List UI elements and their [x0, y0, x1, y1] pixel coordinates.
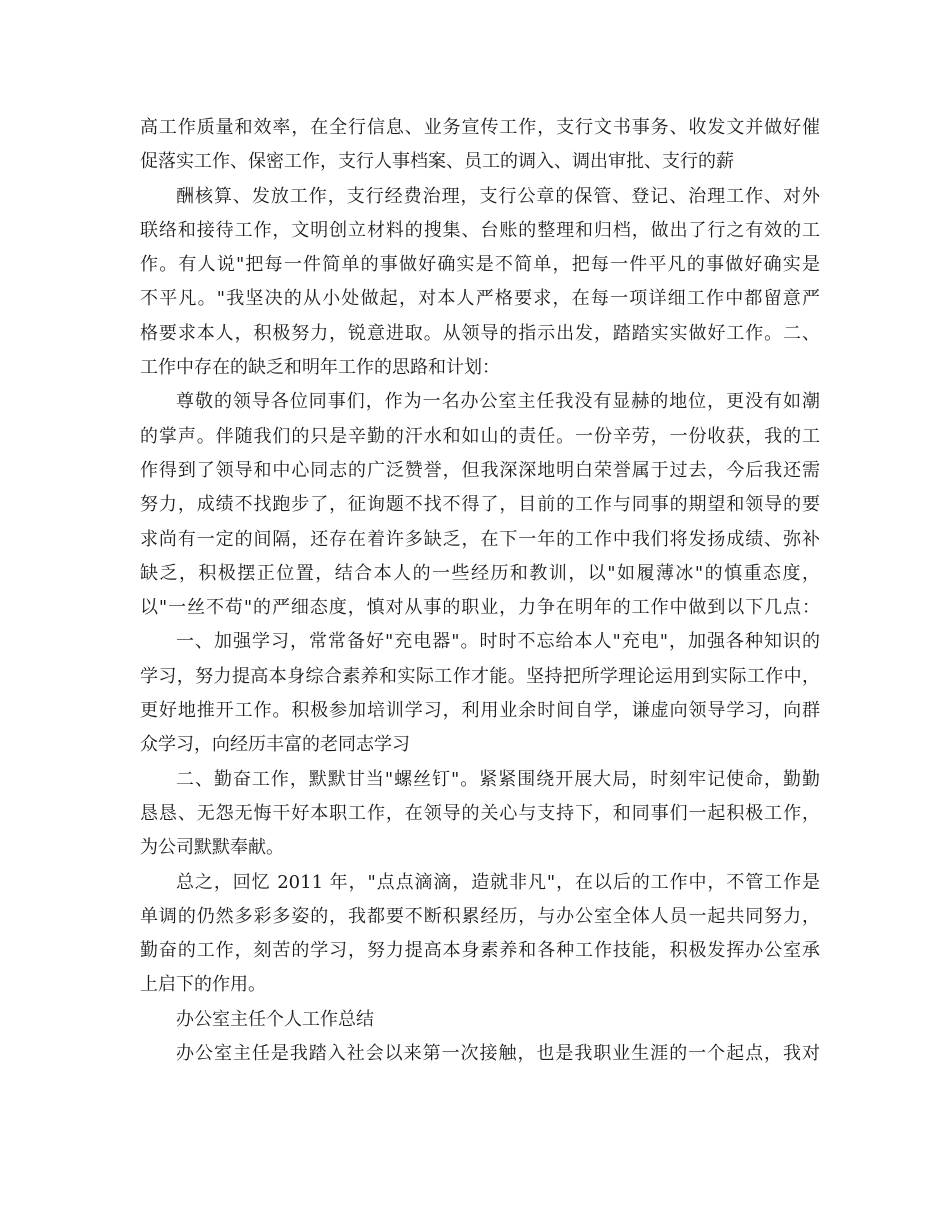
- text-line: 缺乏，积极摆正位置，结合本人的一些经历和教训，以"如履薄冰"的慎重态度，: [140, 562, 820, 584]
- text-line: 办公室主任是我踏入社会以来第一次接触，也是我职业生涯的一个起点，我对: [176, 1043, 820, 1065]
- text-line: 作。有人说"把每一件简单的事做好确实是不简单，把每一件平凡的事做好确实是: [140, 254, 820, 276]
- text-line: 单调的仍然多彩多姿的，我都要不断积累经历，与办公室全体人员一起共同努力，: [140, 905, 820, 927]
- text-line: 尊敬的领导各位同事们，作为一名办公室主任我没有显赫的地位，更没有如潮: [176, 391, 820, 413]
- text-line: 的掌声。伴随我们的只是辛勤的汗水和如山的责任。一份辛劳，一份收获，我的工: [140, 425, 820, 447]
- text-line: 总之，回忆 2011 年，"点点滴滴，造就非凡"，在以后的工作中，不管工作是: [176, 871, 820, 893]
- text-line: 作得到了领导和中心同志的广泛赞誉，但我深深地明白荣誉属于过去，今后我还需: [140, 459, 820, 481]
- text-line: 为公司默默奉献。: [140, 837, 284, 859]
- text-line: 格要求本人，积极努力，锐意进取。从领导的指示出发，踏踏实实做好工作。二、: [140, 322, 820, 344]
- text-line: 二、勤奋工作，默默甘当"螺丝钉"。紧紧围绕开展大局，时刻牢记使命，勤勤: [176, 768, 820, 790]
- text-line: 更好地推开工作。积极参加培训学习，利用业余时间自学，谦虚向领导学习，向群: [140, 700, 820, 722]
- text-line: 酬核算、发放工作，支行经费治理，支行公章的保管、登记、治理工作、对外: [176, 185, 820, 207]
- text-line: 联络和接待工作，文明创立材料的搜集、台账的整理和归档，做出了行之有效的工: [140, 219, 820, 241]
- text-line: 以"一丝不苟"的严细态度，慎对从事的职业，力争在明年的工作中做到以下几点：: [140, 597, 820, 619]
- text-line: 学习，努力提高本身综合素养和实际工作才能。坚持把所学理论运用到实际工作中，: [140, 665, 820, 687]
- text-line: 一、加强学习，常常备好"充电器"。时时不忘给本人"充电"，加强各种知识的: [176, 631, 820, 653]
- text-line: 努力，成绩不找跑步了，征询题不找不得了，目前的工作与同事的期望和领导的要: [140, 494, 820, 516]
- text-line: 求尚有一定的间隔，还存在着许多缺乏，在下一年的工作中我们将发扬成绩、弥补: [140, 528, 820, 550]
- text-line: 上启下的作用。: [140, 974, 266, 996]
- text-line: 促落实工作、保密工作，支行人事档案、员工的调入、调出审批、支行的薪: [140, 151, 734, 173]
- document-body: [140, 111, 820, 1071]
- text-line: 办公室主任个人工作总结: [176, 1008, 374, 1030]
- text-line: 勤奋的工作，刻苦的学习，努力提高本身素养和各种工作技能，积极发挥办公室承: [140, 940, 820, 962]
- text-line: 不平凡。"我坚决的从小处做起，对本人严格要求，在每一项详细工作中都留意严: [140, 288, 820, 310]
- text-line: 高工作质量和效率，在全行信息、业务宣传工作，支行文书事务、收发文并做好催: [140, 117, 820, 138]
- text-line: 众学习，向经历丰富的老同志学习: [140, 734, 410, 756]
- text-line: 工作中存在的缺乏和明年工作的思路和计划：: [140, 357, 500, 379]
- text-line: 恳恳、无怨无悔干好本职工作，在领导的关心与支持下，和同事们一起积极工作，: [140, 802, 820, 824]
